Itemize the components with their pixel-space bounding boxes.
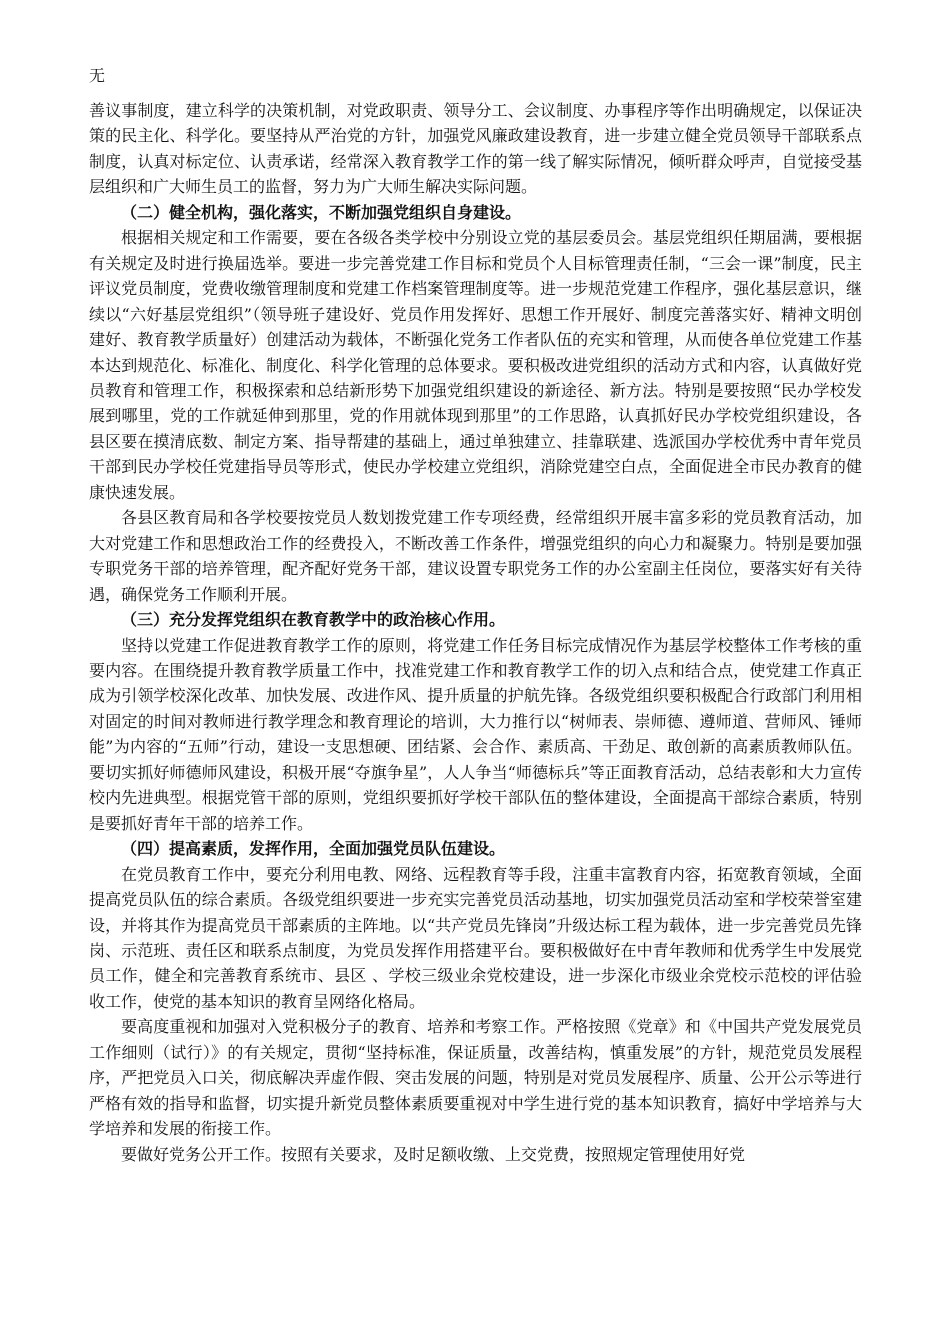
document-body [89, 98, 862, 1167]
section-heading-4: （四）提高素质，发挥作用，全面加强党员队伍建设。 [121, 839, 506, 859]
paragraph-teaching-role: 坚持以党建工作促进教育教学工作的原则，将党建工作任务目标完成情况作为基层学校整体工作考核的重要内容。在围绕提升教育教学质量工作中，找准党建工作和教育教学工作的切入点和结合点，使党建工作真正成为引领学校深化改革、加快发展、改进作风、提升质量的护航先锋。各级党组织要积极配合行政部门利用相对固定的时间对教师进行教学理念和教育理论的培训，大力推行以“树师表、崇师德、遵师道、营师风、锤师能”为内容的“五师”行动，建设一支思想硬、团结紧、会合作、素质高、干劲足、敢创新的高素质教师队伍。要切实抓好师德师风建设，积极开展“夺旗争星”，人人争当“师德标兵”等正面教育活动，总结表彰和大力宣传校内先进典型。根据党管干部的原则，党组织要抓好学校干部队伍的整体建设，全面提高干部综合素质，特别是要抓好青年干部的培养工作。 [89, 635, 862, 833]
section-heading-3: （三）充分发挥党组织在教育教学中的政治核心作用。 [121, 610, 506, 630]
paragraph-org-structure: 根据相关规定和工作需要，要在各级各类学校中分别设立党的基层委员会。基层党组织任期届满，要根据有关规定及时进行换届选举。要进一步完善党建工作目标和党员个人目标管理责任制，“三会一课”制度，民主评议党员制度，党费收缴管理制度和党建工作档案管理制度等。进一步规范党建工作程序，强化基层意识，继续以“六好基层党组织”（领导班子建设好、党员作用发挥好、思想工作开展好、制度完善落实好、精神文明创建好、教育教学质量好）创建活动为载体，不断强化党务工作者队伍的充实和管理，从而使各单位党建工作基本达到规范化、标准化、制度化、科学化管理的总体要求。要积极改进党组织的活动方式和内容，认真做好党员教育和管理工作，积极探索和总结新形势下加强党组织建设的新途径、新方法。特别是要按照“民办学校发展到哪里，党的工作就延伸到那里，党的作用就体现到那里”的工作思路，认真抓好民办学校党组织建设，各县区要在摸清底数、制定方案、指导帮建的基础上，通过单独建立、挂靠联建、选派国办学校优秀中青年党员干部到民办学校任党建指导员等形式，使民办学校建立党组织，消除党建空白点，全面促进全市民办教育的健康快速发展。 [89, 228, 862, 502]
paragraph-member-education: 在党员教育工作中，要充分利用电教、网络、远程教育等手段，注重丰富教育内容，拓宽教育领域，全面提高党员队伍的综合素质。各级党组织要进一步充实完善党员活动基地，切实加强党员活动室和学校荣誉室建设，并将其作为提高党员干部素质的主阵地。以“共产党员先锋岗”升级达标工程为载体，进一步完善党员先锋岗、示范班、责任区和联系点制度，为党员发挥作用搭建平台。要积极做好在中青年教师和优秀学生中发展党员工作，健全和完善教育系统市、县区 、学校三级业余党校建设，进一步深化市级业余党校示范校的评估验收工作，使党的基本知识的教育呈网络化格局。 [89, 864, 862, 1011]
section-heading-2: （二）健全机构，强化落实，不断加强党组织自身建设。 [121, 202, 522, 222]
paragraph-funding: 各县区教育局和各学校要按党员人数划拨党建工作专项经费，经常组织开展丰富多彩的党员教育活动，加大对党建工作和思想政治工作的经费投入，不断改善工作条件，增强党组织的向心力和凝聚力。特别是要加强专职党务干部的培养管理，配齐配好党务干部，建议设置专职党务工作的办公室副主任岗位，要落实好有关待遇，确保党务工作顺利开展。 [89, 508, 862, 604]
paragraph-continuation: 善议事制度，建立科学的决策机制，对党政职责、领导分工、会议制度、办事程序等作出明确规定，以保证决策的民主化、科学化。要坚持从严治党的方针，加强党风廉政建设教育，进一步建立健全党员领导干部联系点制度，认真对标定位、认责承诺，经常深入教育教学工作的第一线了解实际情况，倾听群众呼声，自觉接受基层组织和广大师生员工的监督，努力为广大师生解决实际问题。 [89, 101, 862, 197]
paragraph-activist-training: 要高度重视和加强对入党积极分子的教育、培养和考察工作。严格按照《党章》和《中国共产党发展党员工作细则（试行）》的有关规定，贯彻“坚持标准，保证质量，改善结构，慎重发展”的方针，规范党员发展程序，严把党员入口关，彻底解决弄虚作假、突击发展的问题，特别是对党员发展程序、质量、公开公示等进行严格有效的指导和监督，切实提升新党员整体素质要重视对中学生进行党的基本知识教育，搞好中学培养与大学培养和发展的衔接工作。 [89, 1017, 862, 1139]
page-header-mark: 无 [89, 66, 106, 85]
paragraph-affairs-disclosure: 要做好党务公开工作。按照有关要求，及时足额收缴、上交党费，按照规定管理使用好党 [121, 1144, 746, 1164]
